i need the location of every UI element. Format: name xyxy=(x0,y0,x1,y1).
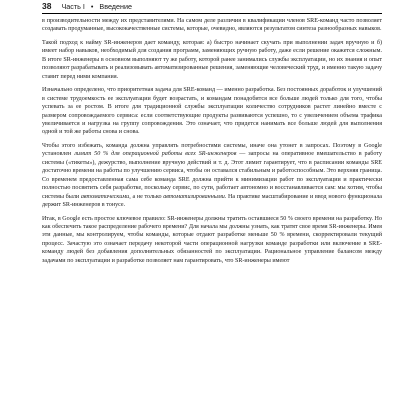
paragraph-4-part-3: — запросы на оперативное вмешательство в работу системы («тикеты»), дежурство, выполнение вручную действий и т. д. Этот лимит гарантирует, что в расписании команды SRE достаточно времени на работы по улучшению сервиса, чтобы он оставался стабильным и работоспособным. Это верхняя граница. Со временем предоставленная сама себе команда SRE должна прийти к минимизации работ по эксплуатации и практически полностью посвятить себя разработке, поскольку сервис, по сути, работает автономно и восстанавливается сам: мы хотим, чтобы системы были xyxy=(42,151,382,200)
header-bullet: • xyxy=(90,2,94,11)
paragraph-2 xyxy=(42,39,382,81)
paragraph-4-emphasis-automatic: автоматическими xyxy=(80,193,130,200)
paragraph-5-text: Итак, в Google есть простое ключевое правило: SR-инженеры должны тратить оставшиеся 50 % своего времени на разработку. Но как обеспечить такое распределение рабочего времени? Для начала мы должны узнать, как тратят свое время SR-инженеры. Имея эти данные, мы контролируем, чтобы команды, которые отдают разработке меньше 50 % времени, скорректировали текущий процесс. Зачастую это означает передачу некоторой части операционной нагрузки команде разработки или включение в SRE-команду людей без добавления дополнительных обязанностей по эксплуатации. Рациональное управление балансом между задачами по эксплуатации и разработке позволяет нам гарантировать, что SR-инженеры имеют xyxy=(42,215,382,264)
paragraph-5 xyxy=(42,215,382,266)
paragraph-4 xyxy=(42,142,382,210)
paragraph-4-part-5: , а не только xyxy=(129,193,164,200)
paragraph-4-part-7: . На практике масштабирование и ввод нового функционала держит SR-инженеров в тонусе. xyxy=(42,193,382,209)
running-header xyxy=(42,0,382,12)
paragraph-1 xyxy=(42,17,382,34)
paragraph-2-text: Такой подход к найму SR-инженеров дает команду, которая: а) быстро начинает скучать при выполнении задач вручную и б) имеет набор навыков, необходимый для создания программ, заменяющих ручную работу, даже если решение окажется сложным. В итоге SR-инженеры в основном выполняют ту же работу, которой ранее занимались службы эксплуатации, но их знания и опыт позволяют разрабатывать и реализовывать автоматизированные решения, заменяющие человеческий труд, и именно такую задачу ставит перед ними компания. xyxy=(42,39,382,80)
paragraph-3 xyxy=(42,86,382,137)
paragraph-4-emphasis-limit: лимит 50 % для операционной работы всех SR-инженеров xyxy=(74,151,237,158)
header-rule xyxy=(42,13,382,14)
page-number: 38 xyxy=(42,1,52,11)
paragraph-3-text: Изначально определено, что приоритетная задача для SRE-команд — именно разработка. Без постоянных доработок и улучшений в системе трудоемкость ее эксплуатации будет возрастать, и командам понадобится все больше людей только для того, чтобы успевать за ее ростом. В итоге для традиционной службы эксплуатации количество сотрудников растет линейно вместе с размером сопровождаемого сервиса: если соответствующие продукты развиваются успешно, то с увеличением объема трафика увеличивается и нагрузка на группу сопровождения. Это означает, что придется нанимать все больше людей для выполнения одной и той же работы снова и снова. xyxy=(42,87,382,136)
paragraph-1-text: в производительности между их представителями. На самом деле различия в квалификации членов SRE-команд часто позволяет создавать продуманные, высококачественные системы, которые, очевидно, являются результатом синтеза разнообразных навыков. xyxy=(42,18,382,33)
paragraph-4-emphasis-automated: автоматизированными xyxy=(163,193,225,200)
chapter-label: Введение xyxy=(99,2,132,11)
paragraph-4-part-1: Чтобы этого избежать, команда должна управлять потребностями системы, иначе она утонет в запросах. Поэтому в Google установлен xyxy=(42,142,382,158)
part-label: Часть I xyxy=(61,2,85,11)
page-body xyxy=(42,17,382,270)
